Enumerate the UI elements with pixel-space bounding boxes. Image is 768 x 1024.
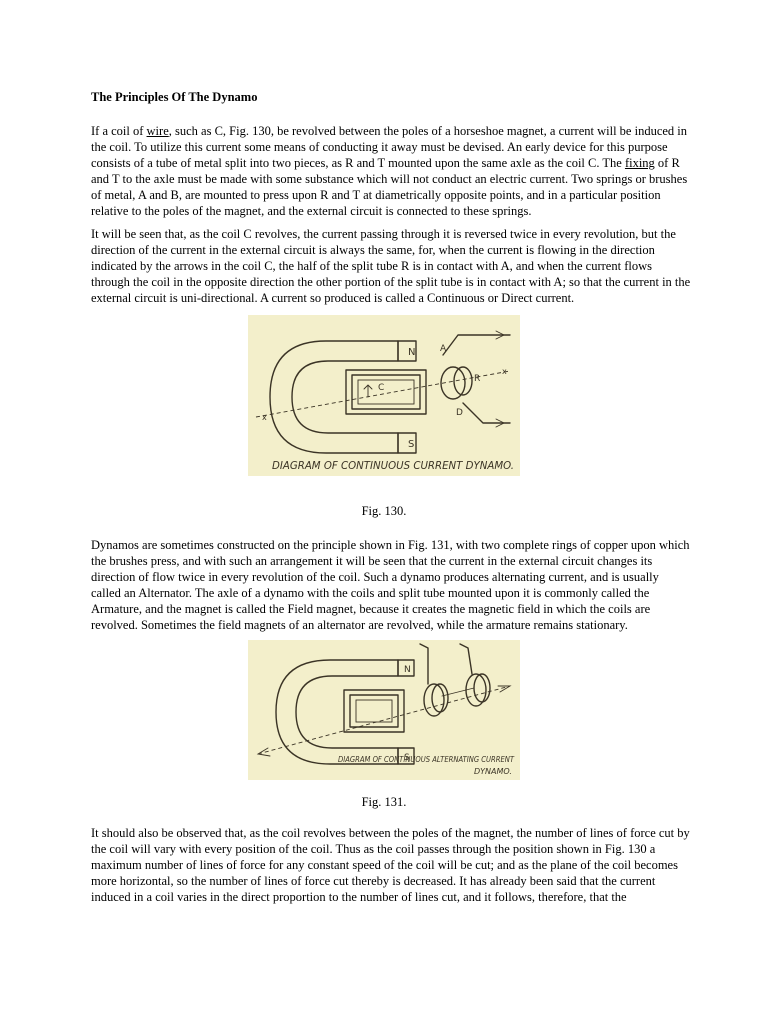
figure-continuous-current-dynamo (248, 315, 520, 476)
figure2-labels (248, 640, 520, 780)
paragraph-alternator: Dynamos are sometimes constructed on the principle shown in Fig. 131, with two complete rings of copper upon which the brushes press, and with such an arrangement it will be seen that the current in the external circuit changes its direction of flow twice in every revolution of the coil. Such a dynamo produces alternating current, and is usually called an Alternator. The axle of a dynamo with the coils and split tube mounted upon it is commonly called the Armature, and the magnet is called the Field magnet, because it creates the magnetic field in which the coils are revolved. Sometimes the field magnets of an alternator are revolved, while the armature remains stationary. (91, 538, 690, 632)
south-pole-label: S (404, 753, 410, 763)
paragraph-text: of R and T to the axle must be made with some substance which will not conduct an electric current. Two springs or brushes of metal, A and B, are mounted to press upon R and T at diametrically opposite points, and in a particular position relative to the poles of the magnet, and the external circuit is connected to these springs. (91, 156, 688, 218)
figure1-inscription: DIAGRAM OF CONTINUOUS CURRENT DYNAMO. (272, 459, 514, 472)
svg-text:x: x (502, 367, 507, 376)
figure-131-caption: Fig. 131. (361, 795, 407, 809)
north-pole-label: N (404, 665, 411, 675)
brush-a-label: A (440, 344, 447, 354)
fixing-link[interactable]: fixing (624, 156, 655, 170)
svg-text:x: x (262, 413, 267, 422)
paragraph-direct-current: It will be seen that, as the coil C revolves, the current passing through it is reversed twice in every revolution, but the direction of the current in the external circuit is always the same, for, when the current is flowing in the direction indicated by the arrows in the coil C, the half of the split tube R is in contact with A, and when the current flows through the coil in the opposite direction the other portion of the split tube is in contact with A; so that the current in the external circuit is uni-directional. A current so produced is called a Continuous or Direct current. (91, 227, 691, 305)
section-title: The Principles Of The Dynamo (91, 90, 258, 104)
brush-d-label: D (456, 408, 463, 418)
figure1-labels (248, 315, 520, 476)
figure2-inscription-line1: DIAGRAM OF CONTINUOUS ALTERNATING CURRENT (338, 755, 515, 764)
south-pole-label: S (408, 439, 415, 450)
paragraph-text: , such as C, Fig. 130, be revolved between the poles of a horseshoe magnet, a current will be induced in the coil. To utilize this current some means of conducting it away must be devised. An early device for this purpose consists of a tube of metal split into two pieces, as R and T mounted upon the same axle as the coil C. The (91, 124, 688, 170)
coil-label: C (378, 383, 385, 393)
wire-link[interactable]: wire (146, 124, 169, 138)
north-pole-label: N (408, 347, 416, 358)
paragraph-lines-of-force: It should also be observed that, as the coil revolves between the poles of the magnet, the number of lines of force cut by the coil will vary with every position of the coil. Thus as the coil passes through the position shown in Fig. 130 a maximum number of lines of force for any constant speed of the coil will be cut; and as the plane of the coil becomes more horizontal, so the number of lines of force cut thereby is decreased. It has already been said that the current induced in a coil varies in the direct proportion to the number of lines cut, and it follows, therefore, that the (91, 826, 690, 904)
paragraph-intro (91, 123, 691, 219)
paragraph-text: If a coil of (91, 124, 147, 138)
figure-alternating-current-dynamo (248, 640, 520, 780)
figure2-inscription-line2: DYNAMO. (474, 767, 512, 776)
figure-130-caption: Fig. 130. (361, 504, 407, 518)
tube-r-label: R (474, 374, 481, 384)
